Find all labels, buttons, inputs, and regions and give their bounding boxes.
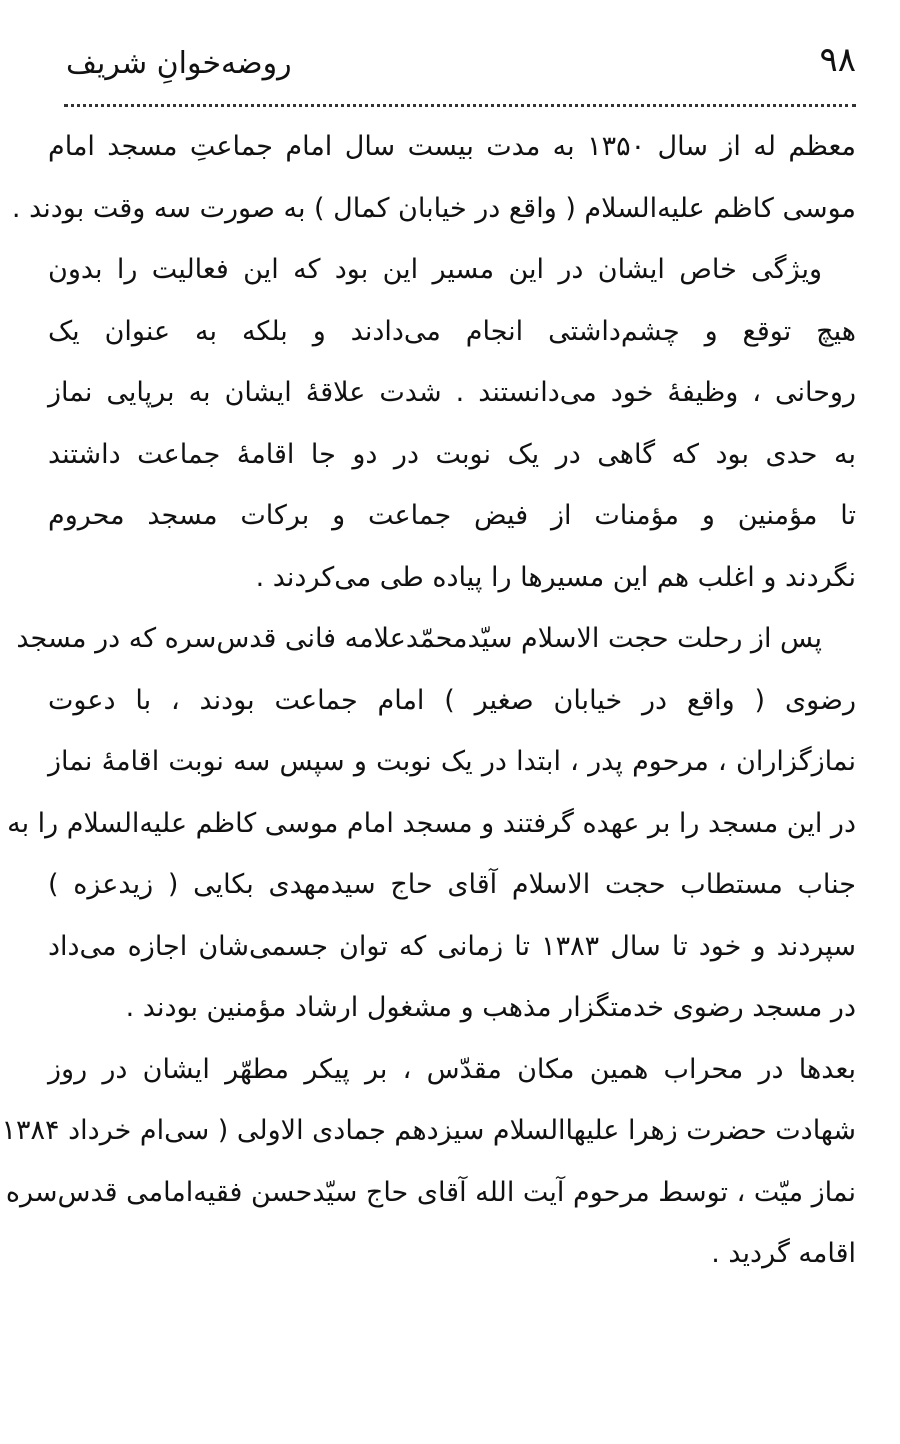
header-dotted-divider	[64, 104, 856, 107]
text-line: در مسجد رضوی خدمتگزار مذهب و مشغول ارشاد مؤمنین بودند .	[125, 992, 856, 1023]
text-line: در این مسجد را بر عهده گرفتند و مسجد امام موسی کاظم علیه‌السلام را به	[7, 807, 856, 839]
text-line: سپردند و خود تا سال ۱۳۸۳ تا زمانی که توان جسمی‌شان اجازه می‌داد	[48, 930, 857, 962]
text-line: موسی کاظم علیه‌السلام ( واقع در خیابان کمال ) به صورت سه وقت بودند .	[11, 192, 856, 224]
text-line: شهادت حضرت زهرا علیهاالسلام سیزدهم جمادی الاولی ( سی‌ام خرداد ۱۳۸۴	[1, 1115, 856, 1146]
text-line: اقامه گردید .	[711, 1238, 856, 1269]
text-line: جناب مستطاب حجت الاسلام آقای حاج سیدمهدی بکایی ( زیدعزه )	[48, 869, 856, 900]
text-line: نگردند و اغلب هم این مسیرها را پیاده طی می‌کردند .	[255, 561, 856, 593]
text-line: بعدها در محراب همین مکان مقدّس ، بر پیکر مطهّر ایشان در روز	[48, 1053, 856, 1085]
page-header	[48, 30, 856, 90]
paragraph-3	[1, 608, 857, 1285]
text-line: نمازگزاران ، مرحوم پدر ، ابتدا در یک نوبت و سپس سه نوبت اقامهٔ نماز	[48, 746, 856, 777]
document-page	[1, 30, 857, 1269]
page-number: ۹۸	[819, 40, 856, 80]
text-line: ویژگی خاص ایشان در این مسیر این بود که این فعالیت را بدون	[48, 254, 822, 285]
running-title: روضه‌خوانِ شریف	[66, 46, 292, 81]
text-line: معظم له از سال ۱۳۵۰ به مدت بیست سال امام جماعتِ مسجد امام	[48, 131, 856, 162]
paragraph-2	[48, 239, 856, 608]
text-line: روحانی ، وظیفهٔ خود می‌دانستند . شدت علاقهٔ ایشان به برپایی نماز	[48, 377, 856, 408]
text-line: هیچ توقع و چشم‌داشتی انجام می‌دادند و بلکه به عنوان یک	[48, 315, 856, 347]
text-line: پس از رحلت حجت الاسلام سیّدمحمّدعلامه فانی قدس‌سره که در مسجد	[16, 623, 822, 654]
body-text	[1, 116, 857, 1285]
text-line: به حدی بود که گاهی در یک نوبت در دو جا اقامهٔ جماعت داشتند	[48, 438, 856, 470]
text-line: نماز میّت ، توسط مرحوم آیت الله آقای حاج سیّدحسن فقیه‌امامی قدس‌سره	[5, 1176, 856, 1208]
text-line: رضوی ( واقع در خیابان صغیر ) امام جماعت بودند ، با دعوت	[48, 684, 856, 716]
paragraph-1	[11, 116, 856, 239]
text-line: تا مؤمنین و مؤمنات از فیض جماعت و برکات مسجد محروم	[48, 500, 856, 531]
